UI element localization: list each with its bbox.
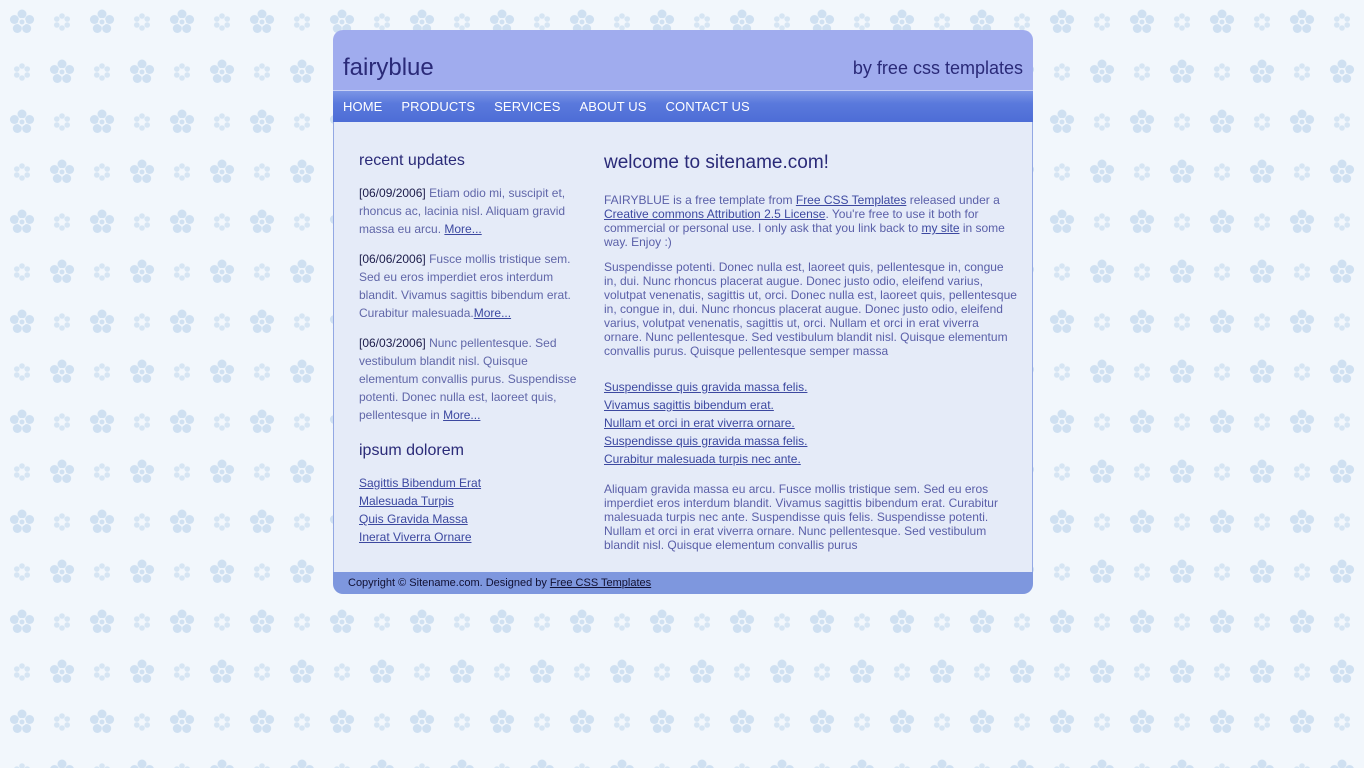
recent-updates-heading: recent updates	[359, 152, 465, 169]
update-item	[359, 250, 581, 322]
footer	[333, 572, 1033, 594]
update-more-link[interactable]: More...	[444, 222, 482, 236]
update-more-link[interactable]: More...	[443, 408, 481, 422]
update-date: [06/09/2006]	[359, 186, 426, 200]
sidebar-link[interactable]: Malesuada Turpis	[359, 494, 454, 508]
content-area	[333, 122, 1033, 572]
main-link[interactable]: Vivamus sagittis bibendum erat.	[604, 398, 774, 412]
main-link[interactable]: Nullam et orci in erat viverra ornare.	[604, 416, 795, 430]
update-date: [06/03/2006]	[359, 336, 426, 350]
update-text: Fusce mollis tristique sem. Sed eu eros imperdiet eros interdum blandit. Vivamus sagittis bibendum erat. Curabitur malesuada.	[359, 252, 571, 320]
intro-text: released under a	[906, 193, 1000, 207]
update-text: Etiam odio mi, suscipit et, rhoncus ac, lacinia nisl. Aliquam gravid massa eu arcu.	[359, 186, 566, 236]
menu-home[interactable]: HOME	[343, 99, 383, 114]
main-menu	[333, 90, 1033, 122]
intro-text: . You're free to use it both for commercial or personal use. I only ask that you link back to	[604, 207, 979, 235]
update-date: [06/06/2006]	[359, 252, 426, 266]
body-paragraph: Aliquam gravida massa eu arcu. Fusce mollis tristique sem. Sed eu eros imperdiet eros interdum blandit. Vivamus sagittis bibendum erat. Curabitur malesuada turpis nec ante. Suspendisse quis felis. Suspendisse potenti. Nullam et orci in erat viverra ornare. Nunc pellentesque. Sed vestibulum blandit nisl. Quisque elementum convallis purus	[604, 482, 998, 552]
main-link[interactable]: Suspendisse quis gravida massa felis.	[604, 434, 808, 448]
main-content	[604, 142, 1019, 563]
menu-about-us[interactable]: ABOUT US	[579, 99, 647, 114]
menu-services[interactable]: SERVICES	[494, 99, 561, 114]
sidebar-link[interactable]: Sagittis Bibendum Erat	[359, 476, 482, 490]
intro-text: in some way. Enjoy :)	[604, 221, 1005, 249]
my-site-link[interactable]: my site	[921, 221, 960, 235]
sidebar-links	[359, 474, 581, 546]
ipsum-dolorem-heading: ipsum dolorem	[359, 442, 464, 459]
sidebar-link[interactable]: Inerat Viverra Ornare	[359, 530, 472, 544]
intro-text: FAIRYBLUE is a free template from	[604, 193, 796, 207]
update-item	[359, 184, 581, 238]
header	[333, 30, 1033, 90]
page-title: welcome to sitename.com!	[604, 152, 829, 173]
sidebar	[359, 142, 581, 546]
body-paragraph: Suspendisse potenti. Donec nulla est, laoreet quis, pellentesque in, congue in, dui. Nunc rhoncus placerat augue. Donec justo odio, eleifend varius, volutpat venenatis, sagittis ut, orci. Donec nulla est, laoreet quis, pellentesque in, congue in, dui. Nunc rhoncus placerat augue. Donec justo odio, eleifend varius, volutpat venenatis, sagittis ut, orci. Nullam et orci in erat viverra ornare. Nunc pellentesque. Sed vestibulum blandit nisl. Quisque elementum convallis purus. Quisque pellentesque semper massa	[604, 260, 1017, 358]
menu-contact-us[interactable]: CONTACT US	[665, 99, 750, 114]
copyright-text: Copyright © Sitename.com. Designed by	[348, 577, 547, 589]
main-link[interactable]: Curabitur malesuada turpis nec ante.	[604, 452, 801, 466]
site-logo[interactable]: fairyblue	[343, 54, 434, 81]
update-item	[359, 334, 581, 424]
free-css-templates-link[interactable]: Free CSS Templates	[795, 193, 907, 207]
menu-products[interactable]: PRODUCTS	[401, 99, 476, 114]
main-links-list	[604, 378, 1019, 468]
page-container	[333, 30, 1033, 594]
update-text: Nunc pellentesque. Sed vestibulum blandit nisl. Quisque elementum convallis purus. Suspendisse potenti. Donec nulla est, laoreet quis, pellentesque in	[359, 336, 577, 422]
main-link[interactable]: Suspendisse quis gravida massa felis.	[604, 380, 808, 394]
footer-templates-link[interactable]: Free CSS Templates	[549, 577, 652, 589]
intro-paragraph	[604, 193, 1019, 249]
sidebar-link[interactable]: Quis Gravida Massa	[359, 512, 468, 526]
update-more-link[interactable]: More...	[473, 306, 512, 320]
license-link[interactable]: Creative commons Attribution 2.5 License	[604, 207, 826, 221]
site-tagline: by free css templates	[852, 58, 1023, 78]
